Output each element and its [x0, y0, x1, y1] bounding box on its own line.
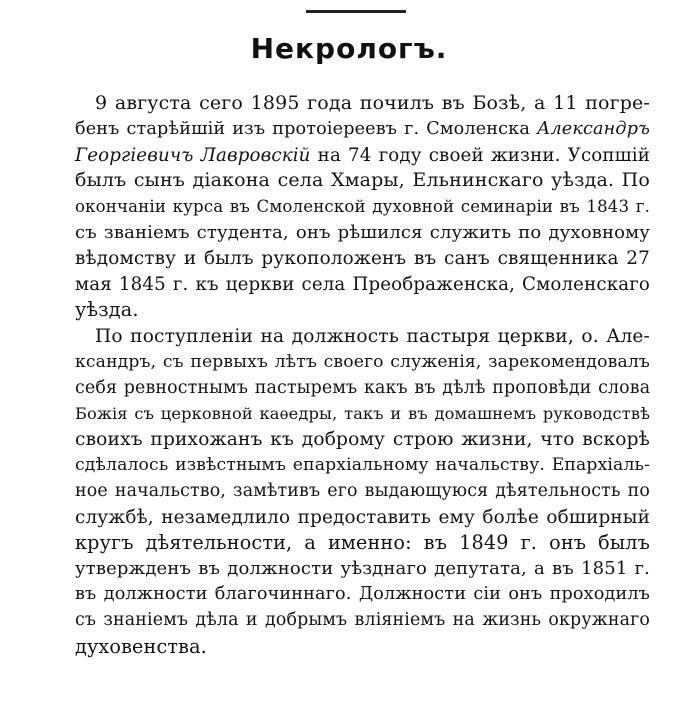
- text-line: Божія съ церковной каѳедры, такъ и въ домашнемъ руководствѣ: [75, 404, 650, 424]
- text-line: своихъ прихожанъ къ доброму строю жизни, что вскорѣ: [75, 429, 650, 451]
- header-rule: [306, 10, 406, 13]
- text-line: былъ сынъ діакона села Хмары, Ельнинскаго уѣзда. По: [75, 169, 650, 192]
- text-line: Георгіевичъ Лавровскій на 74 году своей жизни. Усопшій: [75, 144, 650, 166]
- text-line: ное начальство, замѣтивъ его выдающуюся дѣятельность по: [75, 480, 650, 501]
- text-line: съ знаніемъ дѣла и добрымъ вліяніемъ на жизнь окружнаго: [75, 609, 650, 630]
- text-line: себя ревностнымъ пастыремъ какъ въ дѣлѣ проповѣди слова: [75, 377, 651, 398]
- text-line: утвержденъ въ должности уѣзднаго депутата, а въ 1851 г.: [75, 558, 650, 580]
- paragraph-1: [75, 91, 650, 323]
- text-line: духовенства.: [75, 634, 207, 658]
- paragraph-2: [75, 324, 650, 659]
- text-line: въ должности благочиннаго. Должности сіи онъ проходилъ: [75, 583, 650, 604]
- text-line: кругъ дѣятельности, а именно: въ 1849 г. онъ былъ: [75, 531, 650, 555]
- text-line: 9 августа сего 1895 года почилъ въ Бозѣ, а 11 погре-: [95, 92, 650, 114]
- text-line: вѣдомству и былъ рукоположенъ въ санъ священника 27: [75, 247, 650, 269]
- text-line: окончаніи курса въ Смоленской духовной семинаріи въ 1843 г.: [75, 197, 650, 217]
- text-line: сдѣлалось извѣстнымъ епархіальному начальству. Епархіаль-: [75, 454, 650, 475]
- text-line: мая 1845 г. къ церкви села Преображенска, Смоленскаго: [75, 273, 650, 295]
- page-title: Некрологъ.: [250, 32, 448, 65]
- name-italic: Георгіевичъ Лавровскій: [75, 144, 311, 166]
- text-line: ксандръ, съ первыхъ лѣтъ своего служенія, зарекомендовалъ: [75, 351, 650, 372]
- text-line: съ званіемъ студента, онъ рѣшился служить по духовному: [75, 221, 650, 243]
- text-line: службѣ, незамедлило предоставить ему болѣе обширный: [75, 506, 650, 528]
- text-line: бенъ старѣйшій изъ протоіереевъ г. Смоленска Александръ: [75, 118, 650, 139]
- text-line: уѣзда.: [75, 298, 139, 322]
- name-italic: Александръ: [536, 118, 650, 139]
- text-line: По поступленіи на должность пастыря церкви, о. Але-: [95, 326, 650, 347]
